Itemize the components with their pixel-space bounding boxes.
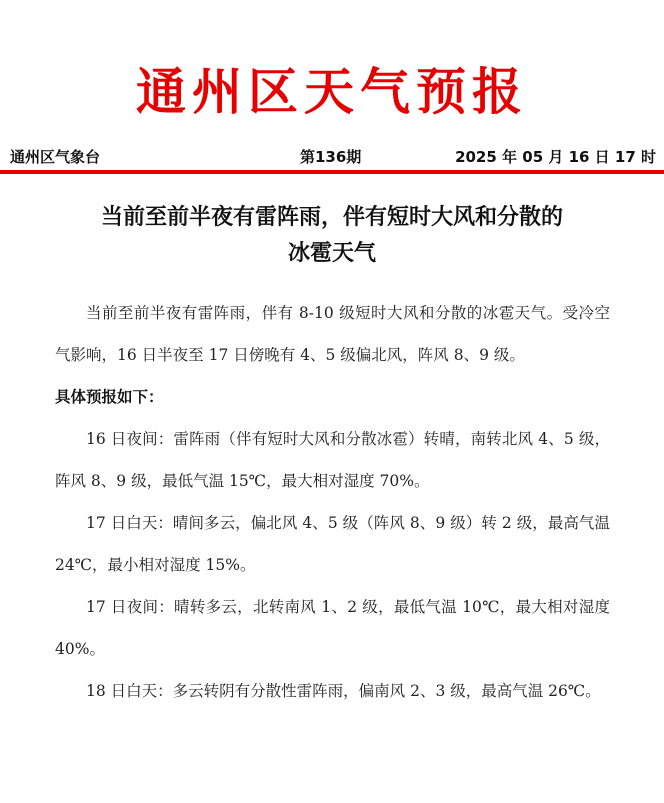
headline-line-1: 当前至前半夜有雷阵雨，伴有短时大风和分散的 <box>100 205 563 230</box>
intro-paragraph: 当前至前半夜有雷阵雨，伴有 8-10 级短时大风和分散的冰雹天气。受冷空气影响，16 日半夜至 17 日傍晚有 4、5 级偏北风，阵风 8、9 级。 <box>55 304 610 364</box>
issue-date: 2025 年 05 月 16 日 17 时 <box>455 148 656 166</box>
header-divider <box>0 170 664 174</box>
issue-number: 第136期 <box>300 148 362 166</box>
headline <box>40 200 624 272</box>
forecast-period-17-night: 17 日夜间：晴转多云，北转南风 1、2 级，最低气温 10℃，最大相对湿度 40%。 <box>55 598 610 658</box>
headline-line-2: 冰雹天气 <box>287 241 376 266</box>
forecast-subheading: 具体预报如下： <box>55 388 164 406</box>
agency-name: 通州区气象台 <box>10 148 101 166</box>
forecast-period-17-day: 17 日白天：晴间多云，偏北风 4、5 级（阵风 8、9 级）转 2 级，最高气温 24℃，最小相对湿度 15%。 <box>55 514 610 574</box>
forecast-period-16-night: 16 日夜间：雷阵雨（伴有短时大风和分散冰雹）转晴，南转北风 4、5 级，阵风 8、9 级，最低气温 15℃，最大相对湿度 70%。 <box>55 430 610 490</box>
forecast-body <box>55 292 610 712</box>
masthead-title: 通州区天气预报 <box>136 63 528 121</box>
issue-info-row <box>0 146 664 168</box>
forecast-period-18-day: 18 日白天：多云转阴有分散性雷阵雨，偏南风 2、3 级，最高气温 26℃。 <box>86 682 601 700</box>
